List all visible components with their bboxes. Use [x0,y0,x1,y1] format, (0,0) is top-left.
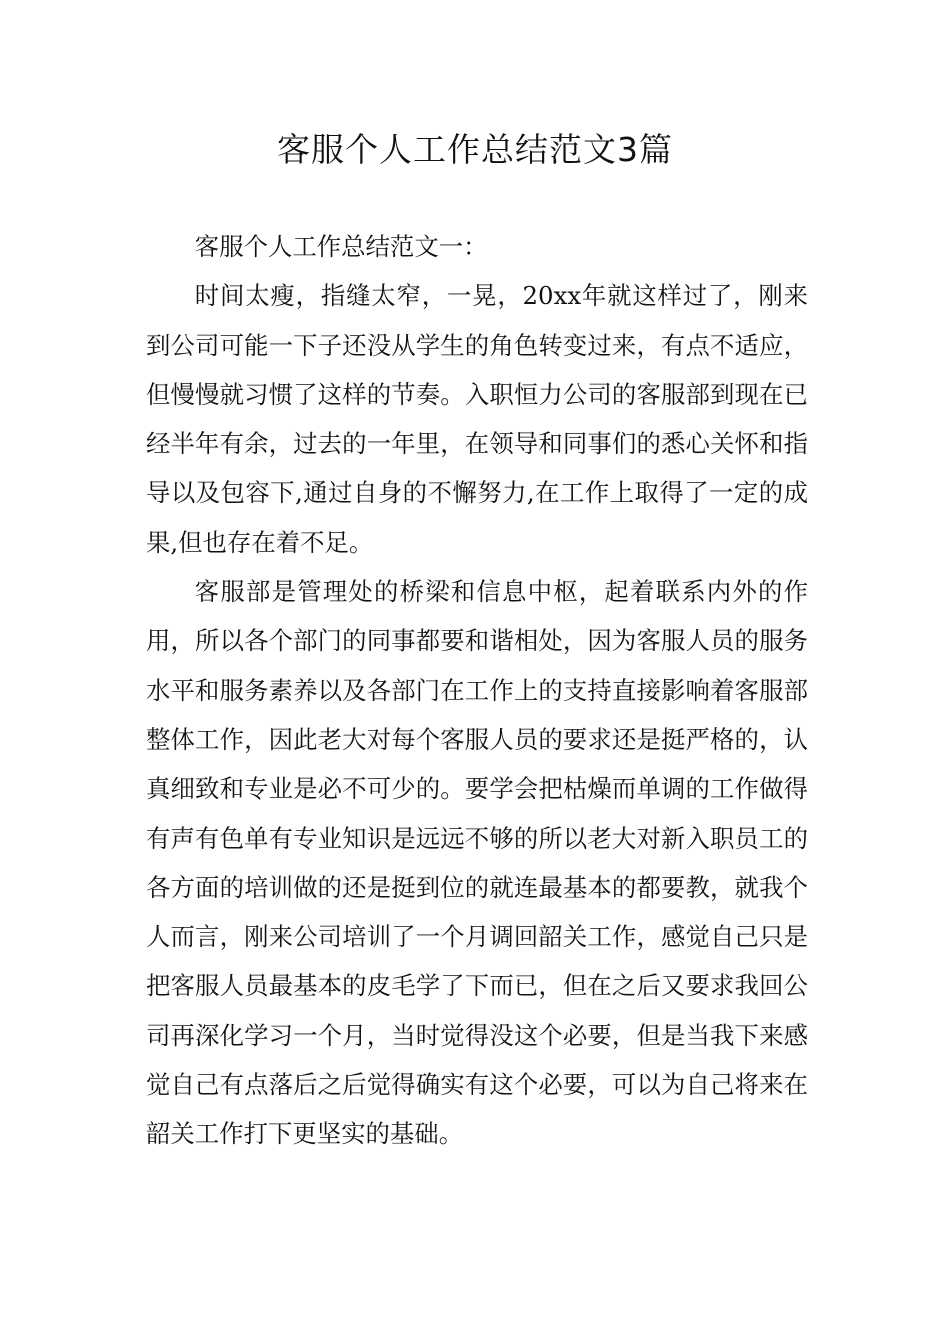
section-heading: 客服个人工作总结范文一： [194,232,488,261]
paragraph: 客服部是管理处的桥梁和信息中枢，起着联系内外的作用，所以各个部门的同事都要和谐相处，因为客服人员的服务水平和服务素养以及各部门在工作上的支持直接影响着客服部整体工作，因此老大对每个客服人员的要求还是挺严格的，认真细致和专业是必不可少的。要学会把枯燥而单调的工作做得有声有色单有专业知识是远远不够的所以老大对新入职员工的各方面的培训做的还是挺到位的就连最基本的都要教，就我个人而言，刚来公司培训了一个月调回韶关工作，感觉自己只是把客服人员最基本的皮毛学了下而已，但在之后又要求我回公司再深化学习一个月，当时觉得没这个必要，但是当我下来感觉自己有点落后之后觉得确实有这个必要，可以为自己将来在韶关工作打下更坚实的基础。 [146,577,808,1149]
paragraph: 时间太瘦，指缝太窄，一晃，20xx年就这样过了，刚来到公司可能一下子还没从学生的角色转变过来，有点不适应，但慢慢就习惯了这样的节奏。入职恒力公司的客服部到现在已经半年有余，过去的一年里，在领导和同事们的悉心关怀和指导以及包容下,通过自身的不懈努力,在工作上取得了一定的成果,但也存在着不足。 [146,281,808,557]
document-body [146,222,808,1159]
document-title: 客服个人工作总结范文3篇 [277,130,673,169]
